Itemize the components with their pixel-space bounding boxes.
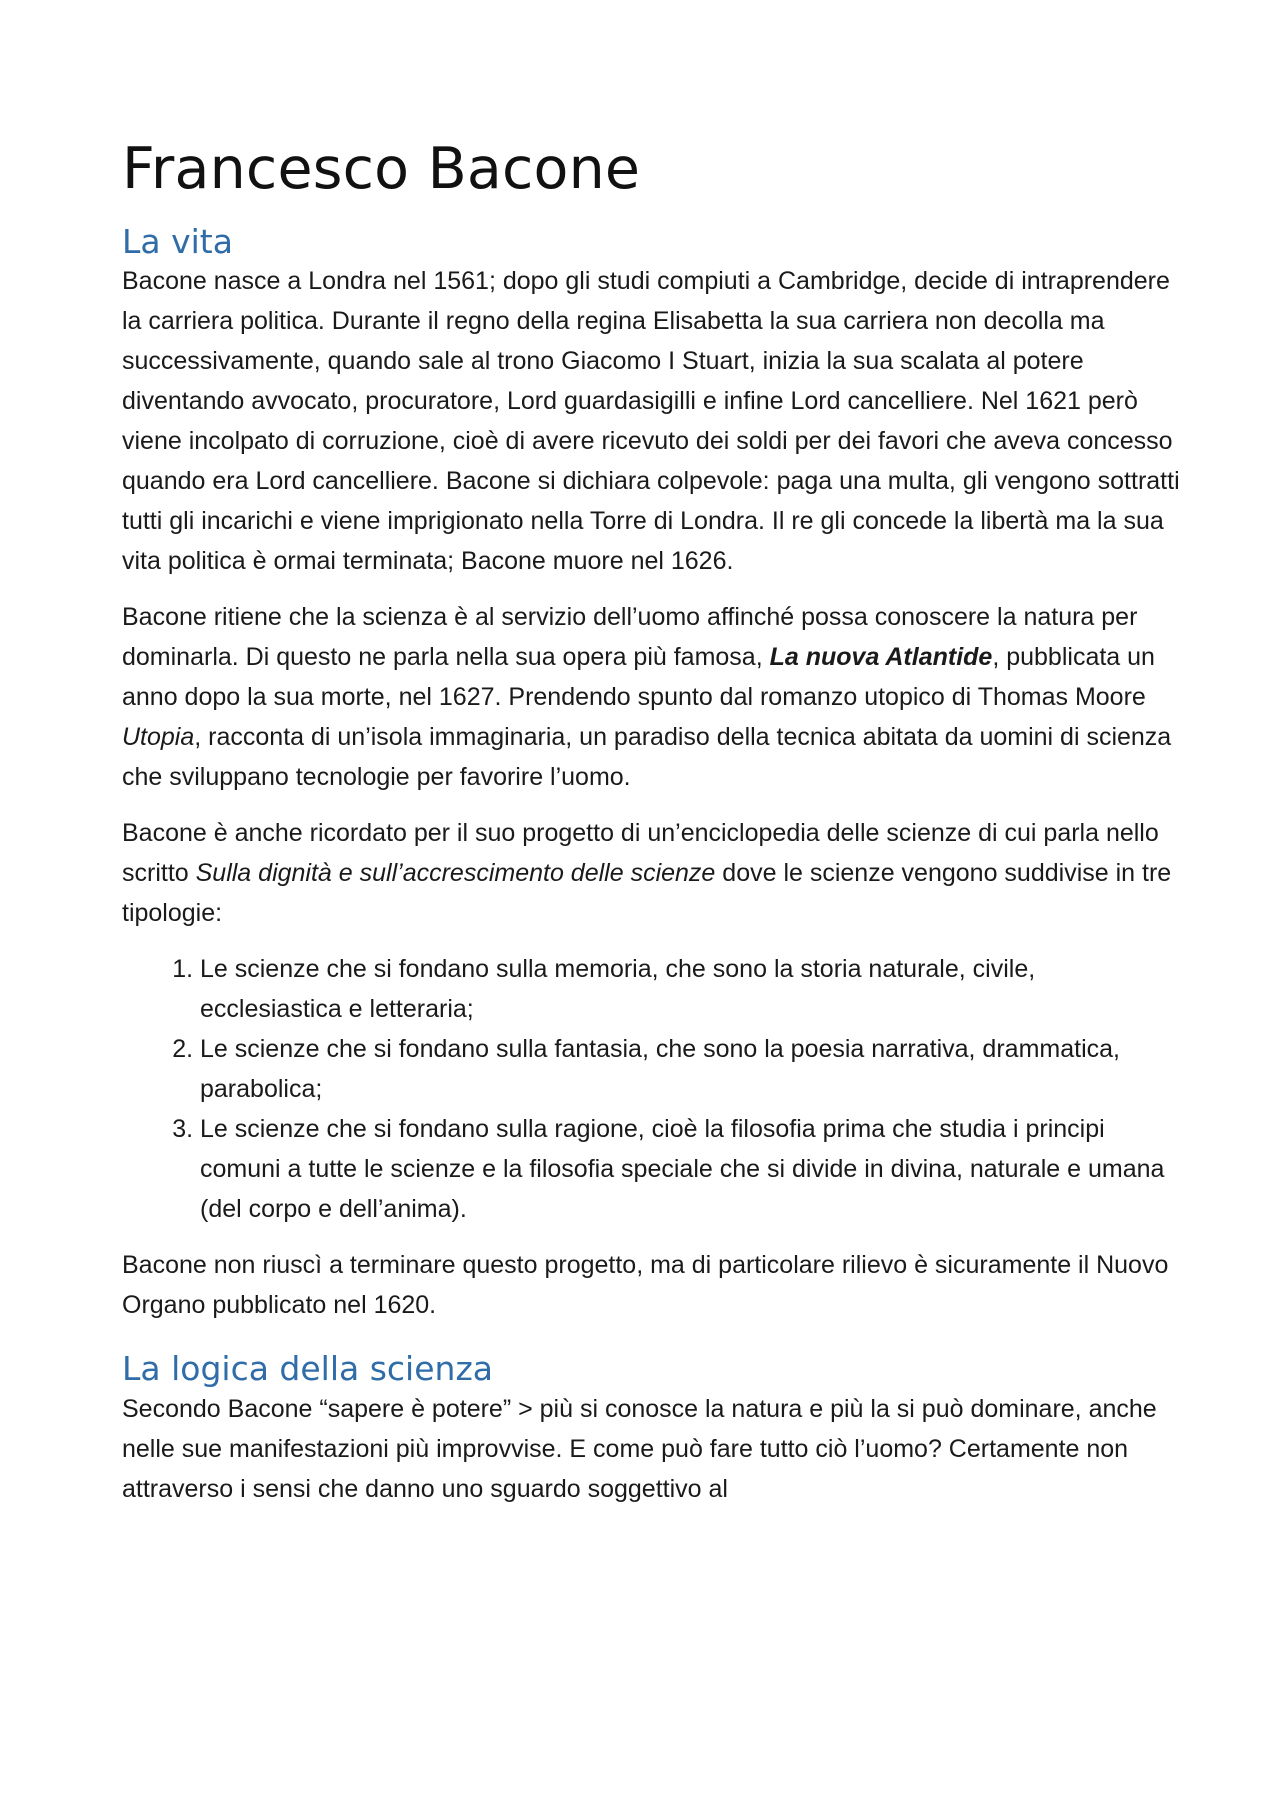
book-title-utopia: Utopia — [122, 723, 195, 752]
book-title-sulla-dignita: Sulla dignità e sull’accrescimento delle scienze — [195, 859, 716, 888]
paragraph-vita-2 — [122, 597, 1182, 797]
paragraph-text: dove le scienze vengono suddivise in tre tipologie: — [122, 859, 1172, 928]
document-page — [122, 136, 1182, 1509]
paragraph-text: , racconta di un’isola immaginaria, un paradiso della tecnica abitata da uomini di scienza che sviluppano tecnologie per favorire l’uomo. — [122, 723, 1172, 792]
paragraph-vita-4: Bacone non riuscì a terminare questo progetto, ma di particolare rilievo è sicuramente il Nuovo Organo pubblicato nel 1620. — [122, 1251, 1169, 1320]
section-heading-la-logica-della-scienza: La logica della scienza — [122, 1349, 493, 1389]
list-item: 1. Le scienze che si fondano sulla memoria, che sono la storia naturale, civile, ecclesiastica e letteraria; — [200, 949, 1182, 1029]
list-item: 3. Le scienze che si fondano sulla ragione, cioè la filosofia prima che studia i principi comuni a tutte le scienze e la filosofia speciale che si divide in divina, naturale e umana (del corpo e dell’anima). — [200, 1109, 1182, 1229]
paragraph-vita-1: Bacone nasce a Londra nel 1561; dopo gli studi compiuti a Cambridge, decide di intraprendere la carriera politica. Durante il regno della regina Elisabetta la sua carriera non decolla ma successivamente, quando sale al trono Giacomo I Stuart, inizia la sua scalata al potere diventando avvocato, procuratore, Lord guardasigilli e infine Lord cancelliere. Nel 1621 però viene incolpato di corruzione, cioè di avere ricevuto dei soldi per dei favori che aveva concesso quando era Lord cancelliere. Bacone si dichiara colpevole: paga una multa, gli vengono sottratti tutti gli incarichi e viene imprigionato nella Torre di Londra. Il re gli concede la libertà ma la sua vita politica è ormai terminata; Bacone muore nel 1626. — [122, 267, 1180, 576]
paragraph-vita-3 — [122, 813, 1182, 933]
document-title: Francesco Bacone — [122, 136, 641, 202]
paragraph-text: , pubblicata un anno dopo la sua morte, nel 1627. Prendendo spunto dal romanzo utopico di Thomas Moore — [122, 643, 1155, 712]
book-title-la-nuova-atlantide: La nuova Atlantide — [769, 643, 993, 672]
paragraph-logica-1: Secondo Bacone “sapere è potere” > più si conosce la natura e più la si può dominare, anche nelle sue manifestazioni più improvvise. E come può fare tutto ciò l’uomo? Certamente non attraverso i sensi che danno uno sguardo soggettivo al — [122, 1395, 1157, 1504]
paragraph-text: Bacone è anche ricordato per il suo progetto di un’enciclopedia delle scienze di cui parla nello scritto — [122, 819, 1159, 888]
section-heading-la-vita: La vita — [122, 221, 233, 261]
list-item: 2. Le scienze che si fondano sulla fantasia, che sono la poesia narrativa, drammatica, parabolica; — [200, 1029, 1182, 1109]
paragraph-text: Bacone ritiene che la scienza è al servizio dell’uomo affinché possa conoscere la natura per dominarla. Di questo ne parla nella sua opera più famosa, — [122, 603, 1138, 672]
sciences-list — [122, 949, 1182, 1229]
